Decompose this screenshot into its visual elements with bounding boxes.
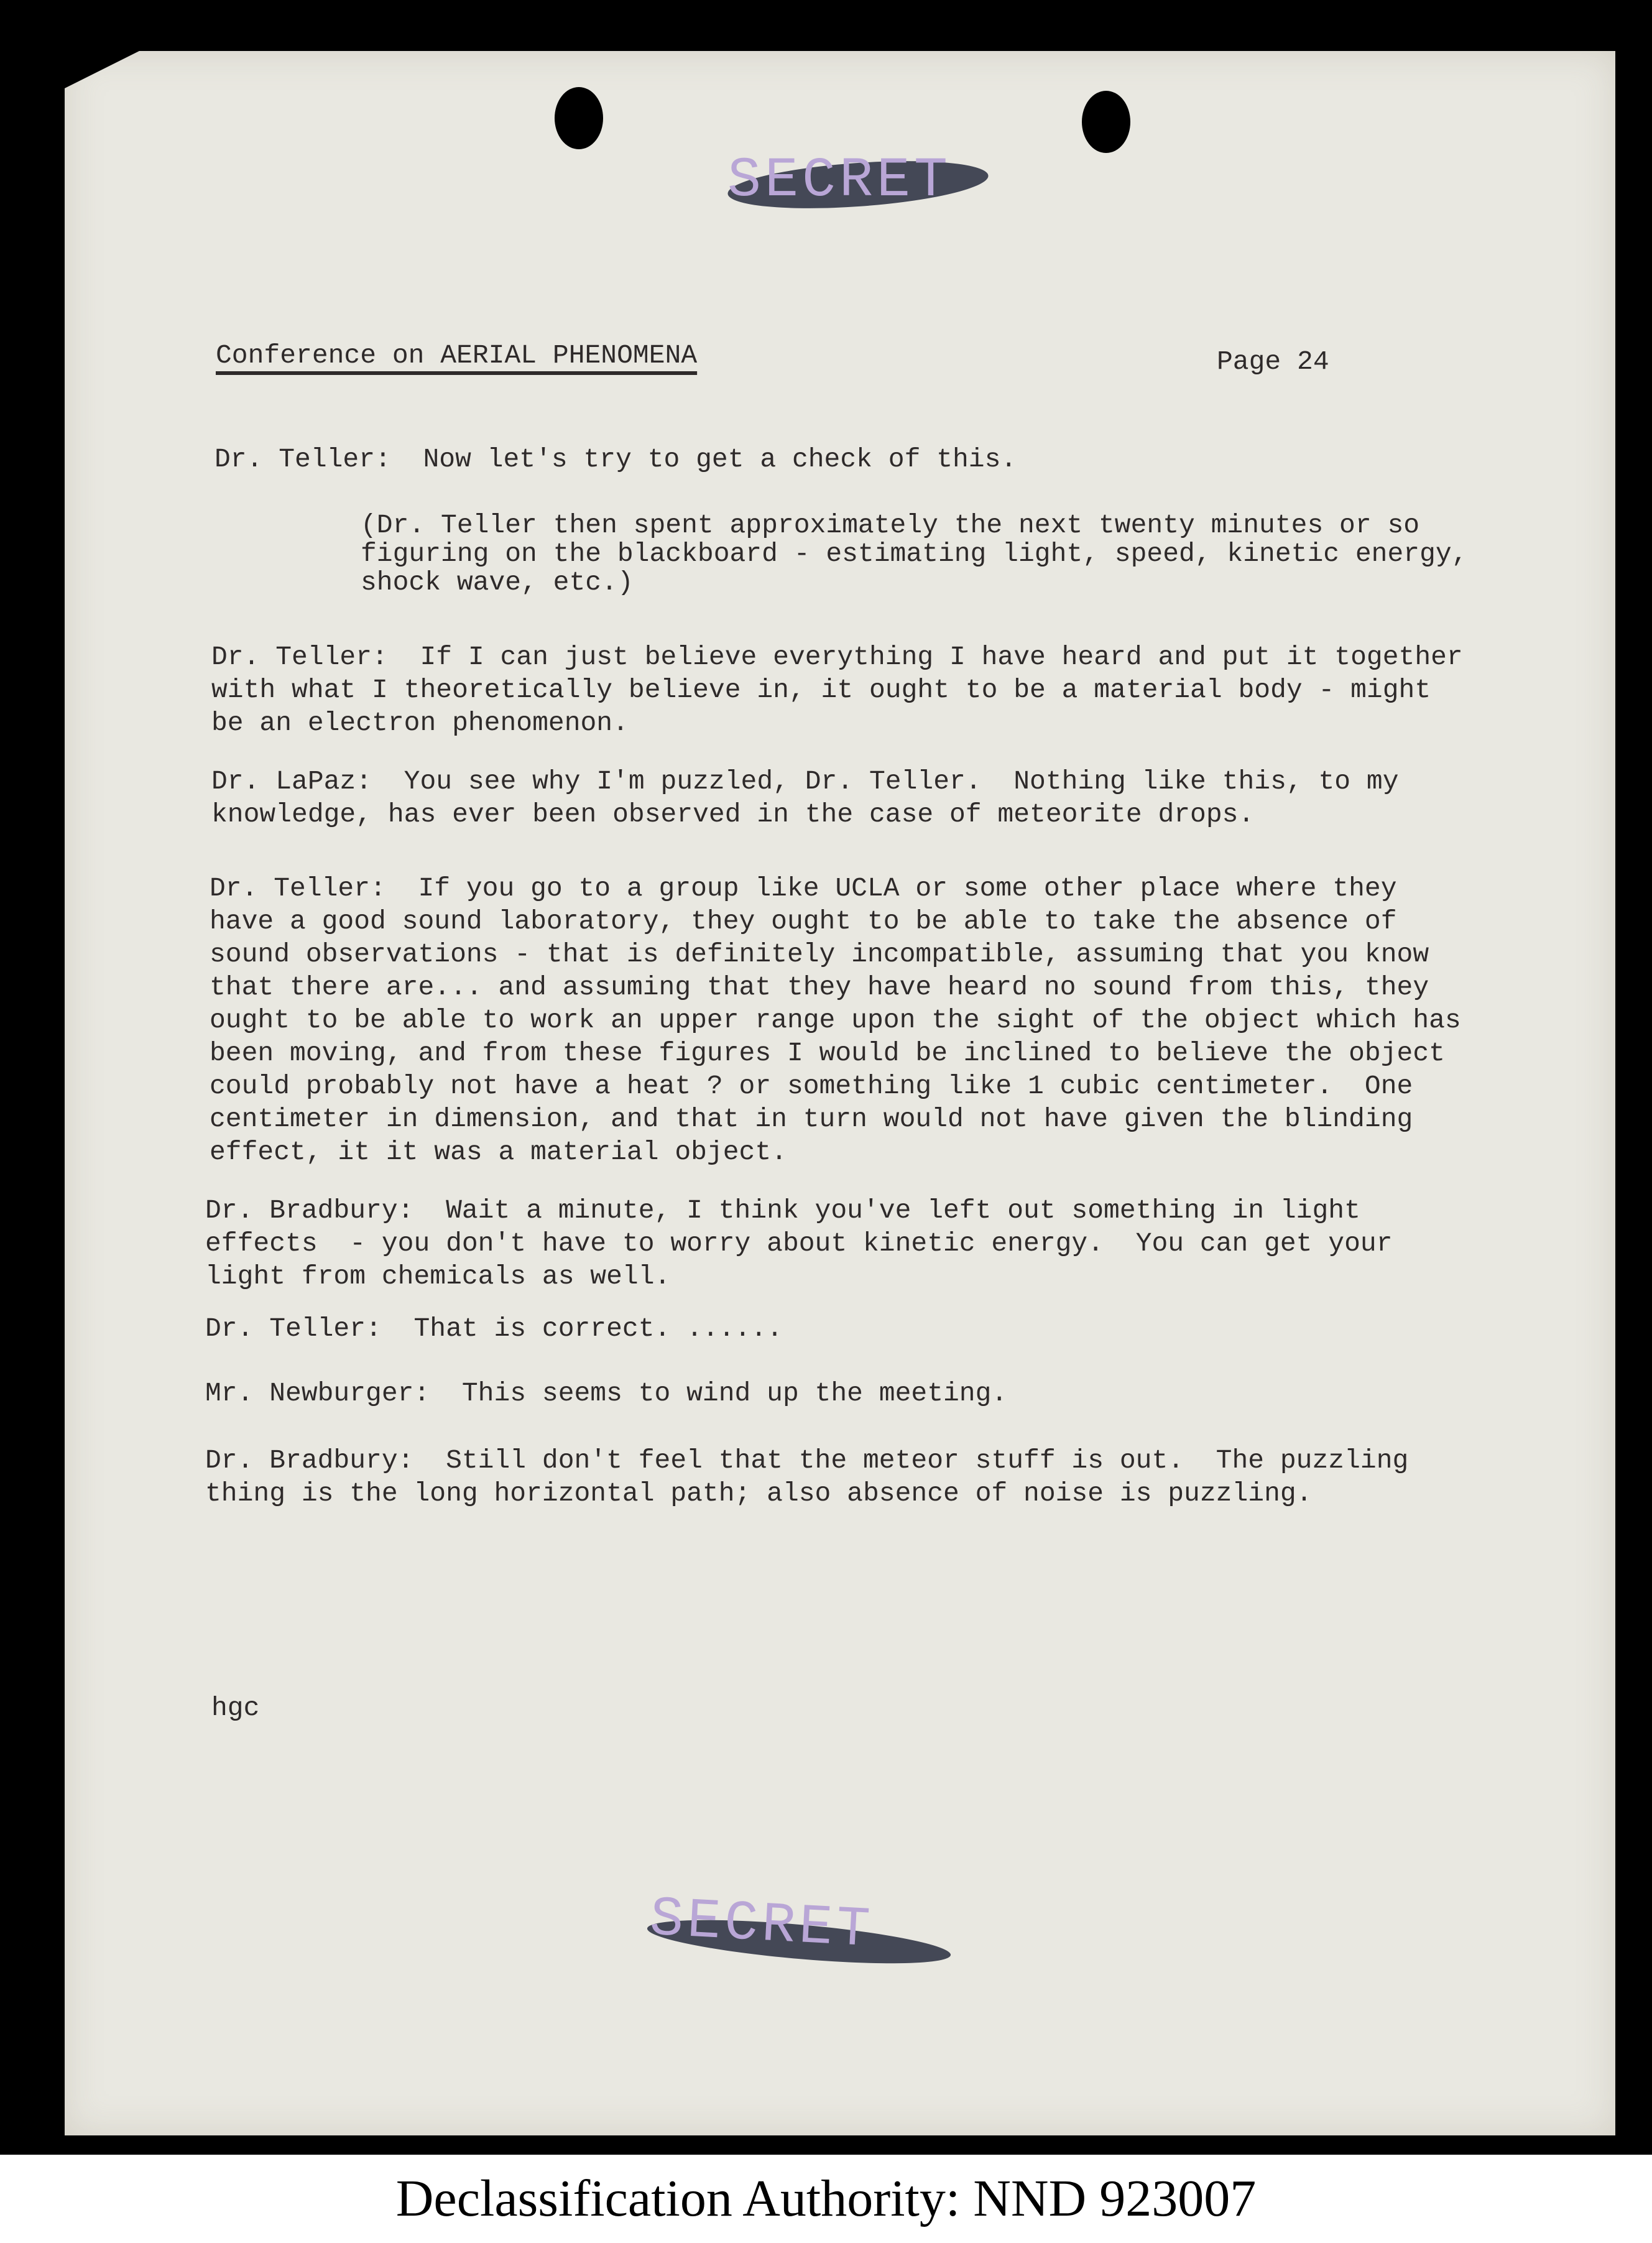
- transcript-paragraph: Dr. LaPaz: You see why I'm puzzled, Dr. Teller. Nothing like this, to my knowledge, has ever been observed in the case of meteorite drops.: [211, 766, 1399, 830]
- transcript-paragraph: Dr. Teller: Now let's try to get a check of this.: [215, 444, 1017, 474]
- punch-hole: [1082, 91, 1130, 153]
- transcript-paragraph: Mr. Newburger: This seems to wind up the meeting.: [205, 1378, 1008, 1408]
- secret-stamp-top: SECRET: [727, 149, 952, 213]
- transcript-paragraph: Dr. Teller: If I can just believe everything I have heard and put it together with what I theoretically believe in, it ought to be a material body - might be an electron phenomenon.: [211, 642, 1463, 738]
- declassification-caption: Declassification Authority: NND 923007: [0, 2155, 1652, 2243]
- transcript-paragraph: Dr. Teller: That is correct. ......: [205, 1313, 783, 1344]
- document-title: Conference on AERIAL PHENOMENA: [216, 340, 698, 371]
- transcript-paragraph: Dr. Bradbury: Still don't feel that the meteor stuff is out. The puzzling thing is the long horizontal path; also absence of noise is puzzling.: [205, 1445, 1409, 1509]
- typist-initials: hgc: [211, 1693, 260, 1723]
- transcript-paragraph: Dr. Teller: If you go to a group like UCLA or some other place where they have a good sound laboratory, they ought to be able to take the absence of sound observations - that is definitely incompatible, assuming that you know that there are... and assuming that they have heard no sound from this, they ought to be able to work an upper range upon the sight of the object which has been moving, and from these figures I would be inclined to believe the object could probably not have a heat ? or something like 1 cubic centimeter. One centimeter in dimension, and that in turn would not have given the blinding effect, it it was a material object.: [210, 873, 1461, 1167]
- page-number: Page 24: [1217, 346, 1329, 377]
- torn-corner: [65, 51, 139, 88]
- stage-direction: (Dr. Teller then spent approximately the next twenty minutes or so figuring on the blackboard - estimating light, speed, kinetic energy, shock wave, etc.): [361, 510, 1468, 598]
- transcript-paragraph: Dr. Bradbury: Wait a minute, I think you've left out something in light effects - you don't have to worry about kinetic energy. You can get your light from chemicals as well.: [205, 1195, 1393, 1292]
- secret-stamp-bottom: SECRET: [648, 1887, 875, 1963]
- punch-hole: [555, 87, 603, 149]
